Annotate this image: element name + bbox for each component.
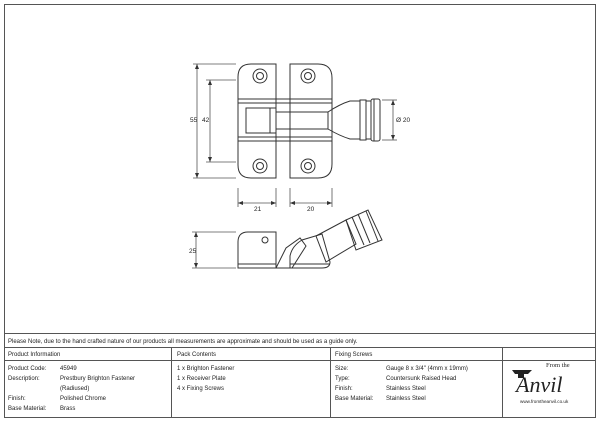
pack-item: 1 x Brighton Fastener <box>177 366 235 372</box>
screw-material-label: Base Material: <box>335 396 374 402</box>
logo-from-the: From the <box>546 362 570 369</box>
from-the-anvil-logo <box>506 358 590 410</box>
logo-brand: Anvil <box>516 372 563 397</box>
screw-material-value: Stainless Steel <box>386 396 426 402</box>
description-value: Prestbury Brighton Fastener <box>60 376 136 382</box>
disclaimer-note: Please Note, due to the hand crafted nature of our products all measurements are approximate and should be used as a guide only. <box>8 339 358 345</box>
screw-size-label: Size: <box>335 366 349 372</box>
column-divider-3 <box>502 347 503 418</box>
screw-size-value: Gauge 8 x 3/4" (4mm x 19mm) <box>386 366 468 372</box>
note-top-rule <box>4 333 596 334</box>
dim-side-height: 25 <box>189 248 197 255</box>
right-plate <box>290 64 332 178</box>
screw-type-value: Countersunk Raised Head <box>386 376 457 382</box>
product-code-label: Product Code: <box>8 366 47 372</box>
pack-item: 4 x Fixing Screws <box>177 386 225 392</box>
dim-height-outer: 55 <box>190 117 198 124</box>
dim-height-inner: 42 <box>202 117 210 124</box>
description-label: Description: <box>8 376 40 382</box>
pack-contents-title: Pack Contents <box>177 352 217 358</box>
product-code-value: 45949 <box>60 366 77 372</box>
fixing-screws-title: Fixing Screws <box>335 352 373 358</box>
description-value-2: (Radiused) <box>60 386 90 392</box>
side-view <box>238 210 382 268</box>
bolt-body <box>246 108 276 133</box>
finish-label: Finish: <box>8 396 26 402</box>
pack-item: 1 x Receiver Plate <box>177 376 226 382</box>
screw-finish-label: Finish: <box>335 386 353 392</box>
finish-value: Polished Chrome <box>60 396 107 402</box>
column-divider-2 <box>330 347 331 418</box>
logo-url: www.fromtheanvil.co.uk <box>520 399 569 404</box>
base-material-value: Brass <box>60 406 76 412</box>
knob <box>328 99 380 141</box>
screw-finish-value: Stainless Steel <box>386 386 426 392</box>
bolt-channel <box>238 99 332 141</box>
bolt-shaft <box>276 112 328 129</box>
product-information-title: Product Information <box>8 352 61 358</box>
dim-width-right: 20 <box>307 206 315 213</box>
note-bottom-rule <box>4 347 596 348</box>
screw-type-label: Type: <box>335 376 350 382</box>
dim-width-left: 21 <box>254 206 262 213</box>
base-material-label: Base Material: <box>8 406 47 412</box>
column-divider-1 <box>171 347 172 418</box>
dim-diameter: Ø 20 <box>396 117 411 124</box>
